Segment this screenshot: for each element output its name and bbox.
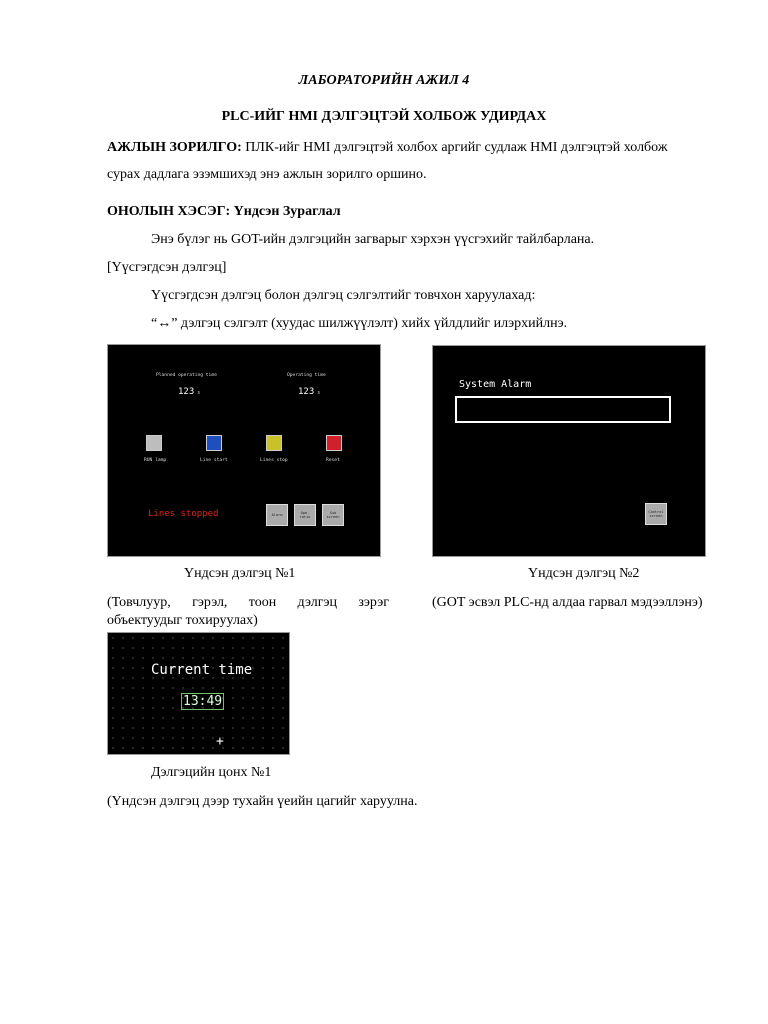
caption-screen-1: Үндсэн дэлгэц №1 [184, 566, 296, 581]
desc-word: (Товчлуур, [107, 595, 171, 610]
line-start-button[interactable] [206, 435, 222, 451]
operating-time-display [298, 382, 320, 398]
desc-word: гэрэл, [192, 595, 228, 610]
caption-screen-2: Үндсэн дэлгэц №2 [528, 566, 640, 581]
operating-time-label: Operating time [287, 373, 326, 378]
screen-1-description-line-2: объектуудыг тохируулах) [107, 613, 258, 628]
paragraph-1: Энэ бүлэг нь GOT-ийн дэлгэцийн загварыг хэрхэн үүсгэхийг тайлбарлана. [151, 232, 595, 247]
screen-1-description-line-1 [107, 595, 389, 611]
ope-ratio-button[interactable]: Ope. ratio [294, 504, 316, 526]
desc-word: дэлгэц [297, 595, 337, 610]
main-title: PLC-ИЙГ HMI ДЭЛГЭЦТЭЙ ХОЛБОЖ УДИРДАХ [221, 109, 547, 124]
reset-button[interactable] [326, 435, 342, 451]
planned-time-unit: s [197, 390, 201, 396]
goal-label: АЖЛЫН ЗОРИЛГО: [107, 140, 242, 155]
desc-word: зэрэг [358, 595, 389, 610]
alarm-button[interactable]: Alarm [266, 504, 288, 526]
lines-status-text: Lines stopped [148, 509, 219, 519]
goal-paragraph [107, 134, 717, 188]
planned-time-value: 123 [178, 387, 195, 397]
planned-time-display [178, 382, 200, 398]
lab-title: ЛАБОРАТОРИЙН АЖИЛ 4 [298, 73, 470, 88]
theory-label: ОНОЛЫН ХЭСЭГ: [107, 204, 231, 219]
line-start-label: Line start [200, 458, 228, 463]
reset-label: Reset [326, 458, 340, 463]
current-time-value: 13:49 [183, 694, 223, 709]
operating-time-unit: s [317, 390, 321, 396]
operating-time-value: 123 [298, 387, 315, 397]
paragraph-4: “↔” дэлгэц сэлгэлт (хуудас шилжүүлэлт) хийх үйлдлийг илэрхийлнэ. [151, 316, 568, 331]
current-time-title: Current time [151, 662, 253, 678]
sub-screen-button[interactable]: Sub screen [322, 504, 344, 526]
main-screen-2 [432, 345, 706, 557]
planned-time-label: Planned operating time [156, 373, 217, 378]
goal-text-2: сурах дадлага эзэмшихэд энэ ажлын зорилго оршино. [107, 167, 427, 182]
screen-2-description: (GOT эсвэл PLC-нд алдаа гарвал мэдээллэнэ) [432, 595, 703, 610]
theory-sub: Үндсэн Зураглал [230, 204, 341, 219]
desc-word: тоон [248, 595, 277, 610]
run-lamp [146, 435, 162, 451]
window-screen-1 [107, 632, 290, 755]
theory-heading [107, 198, 717, 225]
alarm-message-box [455, 396, 671, 423]
system-alarm-title: System Alarm [459, 379, 532, 390]
paragraph-3: Үүсгэгдсэн дэлгэц болон дэлгэц сэлгэлтийг товчхон харуулахад: [151, 288, 536, 303]
control-screen-button[interactable]: Control screen [645, 503, 667, 525]
lines-stop-button[interactable] [266, 435, 282, 451]
caption-window-1: Дэлгэцийн цонх №1 [151, 765, 272, 780]
main-screen-1 [107, 344, 381, 557]
crosshair-cursor-icon: + [216, 734, 224, 749]
run-lamp-label: RUN lamp [144, 458, 167, 463]
window-1-description: (Үндсэн дэлгэц дээр тухайн үеийн цагийг харуулна. [107, 794, 418, 809]
paragraph-2: [Үүсгэгдсэн дэлгэц] [107, 260, 227, 275]
lines-stop-label: Lines stop [260, 458, 288, 463]
goal-text-1: ПЛК-ийг HMI дэлгэцтэй холбох аргийг судлаж HMI дэлгэцтэй холбож [241, 140, 668, 155]
